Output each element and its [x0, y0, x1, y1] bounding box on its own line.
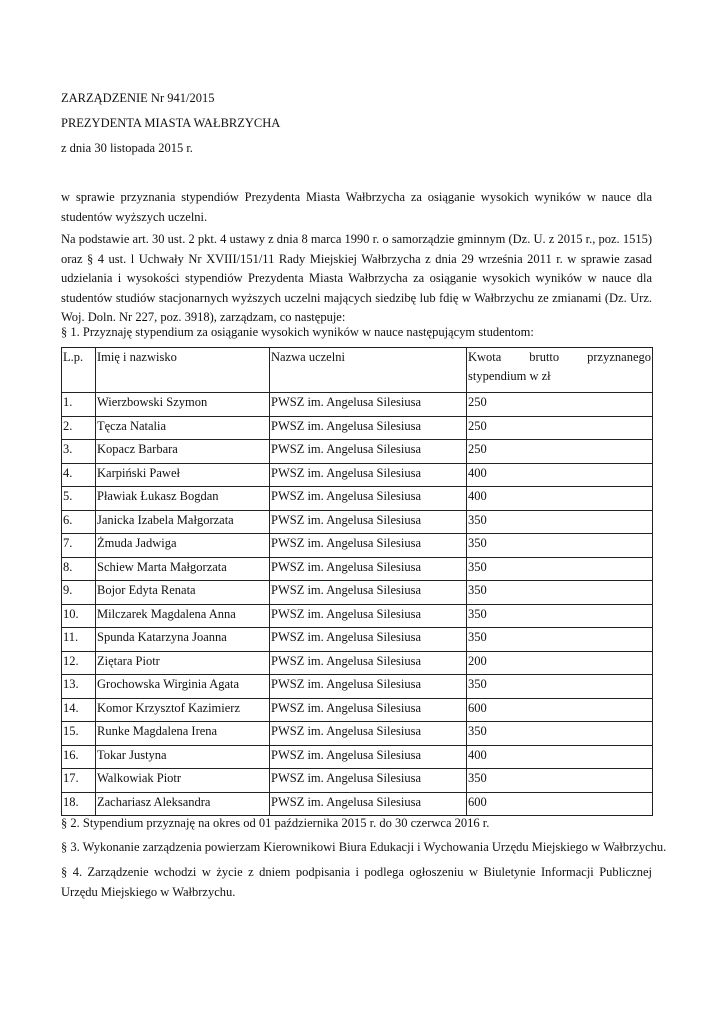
cell-school: PWSZ im. Angelusa Silesiusa	[270, 557, 467, 581]
table-row	[62, 534, 653, 558]
table-row	[62, 393, 653, 417]
cell-amount: 400	[467, 745, 653, 769]
table-body	[62, 393, 653, 816]
scholarship-table	[61, 347, 653, 816]
table-row	[62, 487, 653, 511]
cell-lp: 6.	[62, 510, 96, 534]
cell-school: PWSZ im. Angelusa Silesiusa	[270, 487, 467, 511]
cell-school: PWSZ im. Angelusa Silesiusa	[270, 675, 467, 699]
cell-school: PWSZ im. Angelusa Silesiusa	[270, 745, 467, 769]
table-row	[62, 769, 653, 793]
cell-name: Karpiński Paweł	[96, 463, 270, 487]
cell-name: Pławiak Łukasz Bogdan	[96, 487, 270, 511]
cell-amount: 250	[467, 393, 653, 417]
cell-school: PWSZ im. Angelusa Silesiusa	[270, 510, 467, 534]
document-subject: w sprawie przyznania stypendiów Prezydenta Miasta Wałbrzycha za osiąganie wysokich wyników w nauce dla studentów wyższych uczelni.	[61, 190, 652, 224]
table-row	[62, 581, 653, 605]
table-row	[62, 604, 653, 628]
cell-name: Spunda Katarzyna Joanna	[96, 628, 270, 652]
cell-name: Tęcza Natalia	[96, 416, 270, 440]
cell-lp: 8.	[62, 557, 96, 581]
cell-name: Bojor Edyta Renata	[96, 581, 270, 605]
cell-lp: 4.	[62, 463, 96, 487]
cell-school: PWSZ im. Angelusa Silesiusa	[270, 463, 467, 487]
section-1-text: § 1. Przyznaję stypendium za osiąganie wysokich wyników w nauce następującym studentom:	[61, 325, 534, 339]
cell-name: Komor Krzysztof Kazimierz	[96, 698, 270, 722]
cell-school: PWSZ im. Angelusa Silesiusa	[270, 792, 467, 816]
cell-school: PWSZ im. Angelusa Silesiusa	[270, 393, 467, 417]
cell-school: PWSZ im. Angelusa Silesiusa	[270, 769, 467, 793]
cell-lp: 9.	[62, 581, 96, 605]
cell-amount: 350	[467, 628, 653, 652]
section-4-text: § 4. Zarządzenie wchodzi w życie z dniem podpisania i podlega ogłoszeniu w Biuletynie Informacji Publicznej Urzędu Miejskiego w Wałbrzychu.	[61, 865, 652, 899]
section-3-text: § 3. Wykonanie zarządzenia powierzam Kierownikowi Biura Edukacji i Wychowania Urzędu Miejskiego w Wałbrzychu.	[61, 840, 667, 854]
cell-school: PWSZ im. Angelusa Silesiusa	[270, 651, 467, 675]
section-2-text: § 2. Stypendium przyznaję na okres od 01 października 2015 r. do 30 czerwca 2016 r.	[61, 816, 490, 830]
cell-amount: 250	[467, 416, 653, 440]
cell-amount: 600	[467, 792, 653, 816]
cell-amount: 350	[467, 581, 653, 605]
cell-amount: 350	[467, 675, 653, 699]
cell-amount: 200	[467, 651, 653, 675]
cell-amount: 400	[467, 463, 653, 487]
cell-amount: 350	[467, 769, 653, 793]
table-row	[62, 416, 653, 440]
cell-lp: 5.	[62, 487, 96, 511]
table-row	[62, 745, 653, 769]
cell-lp: 3.	[62, 440, 96, 464]
column-header-name: Imię i nazwisko	[96, 348, 270, 393]
cell-school: PWSZ im. Angelusa Silesiusa	[270, 416, 467, 440]
cell-name: Ziętara Piotr	[96, 651, 270, 675]
cell-school: PWSZ im. Angelusa Silesiusa	[270, 604, 467, 628]
cell-name: Zachariasz Aleksandra	[96, 792, 270, 816]
cell-lp: 18.	[62, 792, 96, 816]
cell-lp: 10.	[62, 604, 96, 628]
cell-lp: 16.	[62, 745, 96, 769]
cell-lp: 1.	[62, 393, 96, 417]
cell-name: Wierzbowski Szymon	[96, 393, 270, 417]
column-header-amount	[467, 348, 653, 393]
cell-name: Milczarek Magdalena Anna	[96, 604, 270, 628]
table-row	[62, 675, 653, 699]
document-date: z dnia 30 listopada 2015 r.	[61, 141, 193, 155]
cell-lp: 11.	[62, 628, 96, 652]
cell-name: Runke Magdalena Irena	[96, 722, 270, 746]
table-row	[62, 628, 653, 652]
cell-school: PWSZ im. Angelusa Silesiusa	[270, 722, 467, 746]
cell-lp: 15.	[62, 722, 96, 746]
table-row	[62, 698, 653, 722]
table-row	[62, 463, 653, 487]
cell-amount: 350	[467, 534, 653, 558]
cell-amount: 250	[467, 440, 653, 464]
cell-school: PWSZ im. Angelusa Silesiusa	[270, 534, 467, 558]
cell-school: PWSZ im. Angelusa Silesiusa	[270, 581, 467, 605]
document-issuer: PREZYDENTA MIASTA WAŁBRZYCHA	[61, 116, 281, 130]
cell-name: Kopacz Barbara	[96, 440, 270, 464]
table-row	[62, 510, 653, 534]
cell-name: Grochowska Wirginia Agata	[96, 675, 270, 699]
cell-lp: 12.	[62, 651, 96, 675]
cell-name: Tokar Justyna	[96, 745, 270, 769]
table-row	[62, 722, 653, 746]
table-row	[62, 440, 653, 464]
cell-lp: 7.	[62, 534, 96, 558]
cell-lp: 14.	[62, 698, 96, 722]
table-row	[62, 792, 653, 816]
cell-school: PWSZ im. Angelusa Silesiusa	[270, 698, 467, 722]
cell-amount: 400	[467, 487, 653, 511]
cell-lp: 13.	[62, 675, 96, 699]
cell-name: Żmuda Jadwiga	[96, 534, 270, 558]
cell-lp: 17.	[62, 769, 96, 793]
cell-amount: 350	[467, 722, 653, 746]
cell-lp: 2.	[62, 416, 96, 440]
cell-amount: 350	[467, 557, 653, 581]
cell-name: Schiew Marta Małgorzata	[96, 557, 270, 581]
cell-amount: 600	[467, 698, 653, 722]
cell-school: PWSZ im. Angelusa Silesiusa	[270, 440, 467, 464]
cell-amount: 350	[467, 510, 653, 534]
column-header-amount-label: Kwota brutto przyznanego stypendium w zł	[468, 350, 651, 383]
cell-school: PWSZ im. Angelusa Silesiusa	[270, 628, 467, 652]
table-header-row	[62, 348, 653, 393]
column-header-school: Nazwa uczelni	[270, 348, 467, 393]
cell-name: Walkowiak Piotr	[96, 769, 270, 793]
cell-amount: 350	[467, 604, 653, 628]
table-row	[62, 651, 653, 675]
document-title: ZARZĄDZENIE Nr 941/2015	[61, 91, 215, 105]
legal-basis-paragraph: Na podstawie art. 30 ust. 2 pkt. 4 ustawy z dnia 8 marca 1990 r. o samorządzie gminnym (Dz. U. z 2015 r., poz. 1515) oraz § 4 ust. l Uchwały Nr XVIII/151/11 Rady Miejskiej Wałbrzycha z dnia 29 września 2011 r. w sprawie zasad udzielania i wysokości stypendiów Prezydenta Miasta Wałbrzycha za osiąganie wysokich wyników w nauce dla studentów studiów stacjonarnych wyższych uczelni mających siedzibę lub fdię w Wałbrzychu ze zmianami (Dz. Urz. Woj. Doln. Nr 227, poz. 3918), zarządzam, co następuje:	[61, 232, 652, 324]
column-header-lp: L.p.	[62, 348, 96, 393]
cell-name: Janicka Izabela Małgorzata	[96, 510, 270, 534]
table-row	[62, 557, 653, 581]
